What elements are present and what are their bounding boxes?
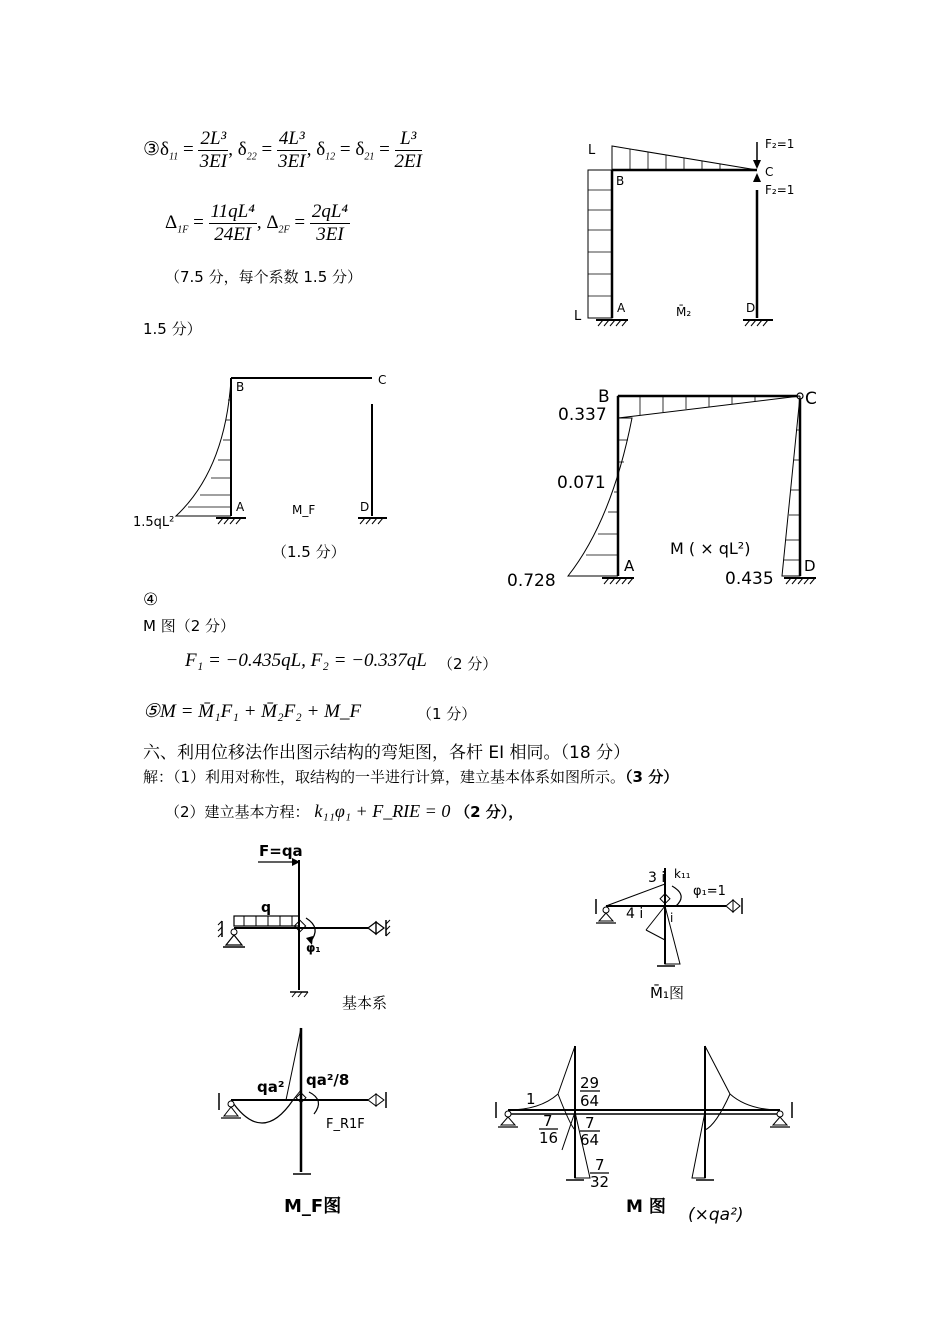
mf-label-B: B: [236, 380, 245, 394]
q6-basic-equation: k₁₁φ₁ + F_RIE = 0: [314, 801, 451, 821]
m2-label-A: A: [617, 301, 626, 315]
mfinal-right-top-moment: [705, 1046, 780, 1110]
q6-solution-1-score: （3 分）: [625, 768, 679, 786]
m2-label-L-bottom: L: [574, 309, 582, 324]
m2-caption: M̄₂: [676, 305, 692, 319]
basic-caption: 基本系: [342, 994, 388, 1012]
m-value-0071: 0.071: [557, 473, 606, 493]
D2F-label: , Δ: [256, 211, 279, 233]
m-value-0728: 0.728: [507, 571, 556, 591]
m-label-B: B: [598, 387, 610, 407]
delta21-label: = δ: [335, 138, 365, 160]
mfinal-64b: 64: [580, 1131, 600, 1149]
delta12-sub: 12: [325, 151, 336, 163]
score-note-2: 1.5 分）: [143, 320, 202, 338]
mfinal-pin-right: [773, 1117, 787, 1125]
mfinal-pin-left: [501, 1117, 515, 1125]
mfinal-64a: 64: [580, 1092, 600, 1110]
m2-label-C: C: [765, 165, 774, 179]
mf-label-D: D: [360, 500, 370, 514]
delta11-den: 3EI: [199, 151, 228, 172]
forces-score: （2 分）: [438, 655, 498, 673]
delta12-num: L³: [395, 128, 422, 151]
mf2-label-qa2-8: qa²/8: [306, 1071, 350, 1089]
mf-label-A: A: [236, 500, 245, 514]
mfinal-7c: 7: [595, 1156, 605, 1174]
m-value-0337: 0.337: [558, 405, 607, 425]
m2-label-F2-mid: F₂=1: [765, 183, 795, 197]
m2-label-D: D: [746, 301, 756, 315]
m-unit: M ( × qL²): [670, 539, 751, 558]
delta22-den: 3EI: [278, 151, 306, 172]
mfinal-left-top-moment: [508, 1046, 575, 1110]
D1F-den: 24EI: [214, 224, 252, 245]
mf2-label-FR1F: F_R1F: [326, 1117, 365, 1132]
mfinal-unit: (×qa²): [688, 1205, 744, 1225]
q6-solution-2-text: （2）建立基本方程：: [165, 803, 310, 821]
delta22-num: 4L³: [278, 128, 305, 149]
delta22-label: , δ: [228, 138, 247, 160]
m-label-C: C: [805, 389, 817, 409]
D2F-den: 3EI: [316, 224, 344, 245]
delta12-label: , δ: [306, 138, 326, 160]
mfinal-label-1: 1: [526, 1090, 536, 1108]
superposition-score: （1 分）: [417, 705, 477, 723]
delta11-sub: 11: [169, 151, 179, 163]
score-note: （7.5 分，每个系数 1.5 分）: [165, 268, 363, 286]
q6-title: 六、利用位移法作出图示结构的弯矩图，各杆 EI 相同。（18 分）: [143, 743, 631, 763]
m-value-0435: 0.435: [725, 569, 774, 589]
basic-label-phi: φ₁: [306, 941, 321, 955]
delta21-sub: 21: [364, 151, 375, 163]
m1-label-phi: φ₁=1: [693, 884, 726, 899]
m1-label-3i: 3 i: [648, 870, 666, 886]
D1F-num: 11qL⁴: [210, 201, 255, 222]
q6-solution-1-text: 解：（1）利用对称性，取结构的一半进行计算，建立基本体系如图所示。: [143, 768, 626, 786]
mf-label-C: C: [378, 373, 387, 387]
mfinal-16: 16: [539, 1129, 559, 1147]
D2F-sub: 2F: [278, 224, 290, 236]
m1-label-4i: 4 i: [626, 906, 644, 922]
delta12-den: 2EI: [394, 151, 422, 172]
q6-solution-2-score: （2 分），: [455, 803, 524, 821]
m-label-D: D: [804, 557, 816, 575]
m1-label-i: i: [670, 911, 674, 925]
superposition-equation: ⑤M = M̄₁F₁ + M̄₂F₂ + M_F: [143, 701, 362, 722]
m-label-A: A: [624, 557, 635, 575]
mf2-caption: M_F图: [284, 1196, 342, 1217]
mf-score: （1.5 分）: [272, 543, 346, 561]
delta11-num: 2L³: [200, 128, 227, 149]
D2F-num: 2qL⁴: [311, 201, 349, 222]
m1-caption: M̄₁图: [650, 984, 684, 1002]
mfinal-7a: 7: [543, 1112, 553, 1130]
mf-value: 1.5qL²: [133, 515, 175, 530]
mfinal-7b: 7: [585, 1114, 595, 1132]
basic-label-q: q: [261, 900, 272, 916]
m1-label-k11: k₁₁: [674, 867, 691, 881]
m2-label-B: B: [616, 174, 625, 188]
mfinal-32: 32: [590, 1173, 610, 1191]
m2-label-L-top: L: [588, 143, 596, 158]
load-term-line: $\Delta_{1F}$ = $\frac{\text{11qL⁴}}{24EI}$ , $\Delta_{2F}$ = $\frac{\text{2qL⁴}}{3EI}$: [165, 201, 349, 245]
mf-caption: M_F: [292, 503, 316, 517]
D1F-sub: 1F: [177, 224, 189, 236]
delta11-label: ③δ: [143, 138, 169, 160]
m2-label-F2-top: F₂=1: [765, 137, 795, 151]
delta-equation-line: $③\delta_{11}$ = $\frac{\text{2L³}}{3EI}$ , $\delta_{22}$ = $\frac{\text{4L³}}{3EI}$ , $\delta_{12} = \delta_{21}$ = $\frac{\text{L³}}{2EI}$: [143, 128, 422, 172]
delta22-sub: 22: [246, 151, 257, 163]
mfinal-caption: M 图: [626, 1197, 666, 1217]
item4-mark: ④: [143, 590, 159, 610]
basic-label-F: F=qa: [259, 842, 303, 860]
mfinal-29: 29: [580, 1074, 600, 1092]
mf2-label-qa2: qa²: [257, 1078, 285, 1096]
item4-m-label: M 图（2 分）: [143, 617, 236, 635]
D1F-label: Δ: [165, 211, 178, 233]
mfinal-right-bottom-moment: [692, 1112, 705, 1178]
forces-equation: F₁ = −0.435qL, F₂ = −0.337qL: [185, 650, 427, 671]
